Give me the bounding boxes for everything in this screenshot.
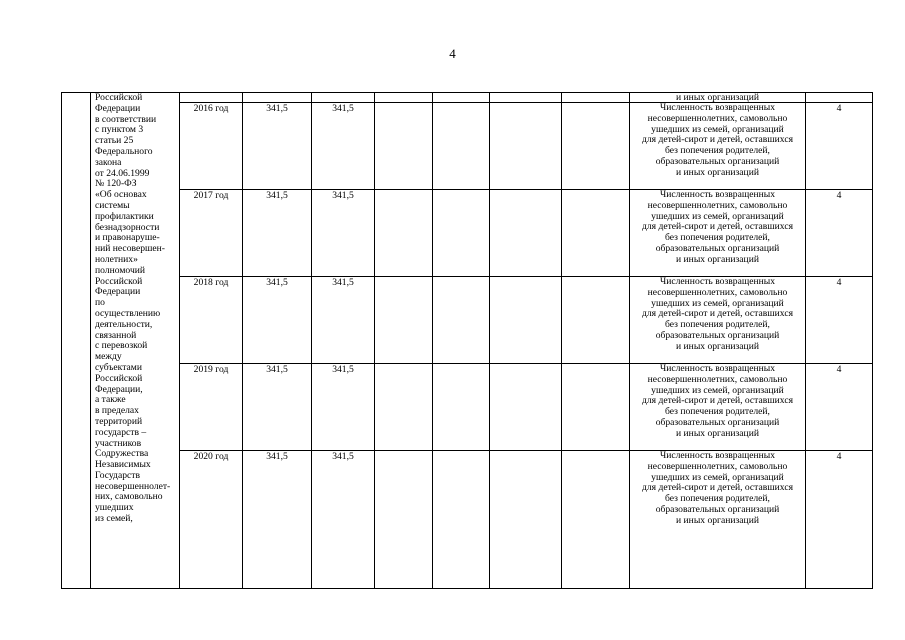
table-row [62, 451, 873, 589]
cell-empty [433, 190, 490, 277]
table-row [62, 277, 873, 364]
value-cell: 341,5 [312, 277, 375, 364]
target-cell: 4 [806, 103, 873, 190]
value-cell: 341,5 [243, 364, 312, 451]
indicator-cell: Численность возвращенных несовершеннолетних, самовольно ушедших из семей, организаций для детей-сирот и детей, оставшихся без попечения родителей, образовательных организаций и иных организаций [630, 364, 806, 451]
cell-empty [243, 93, 312, 103]
table-row [62, 103, 873, 190]
year-cell: 2016 год [180, 103, 243, 190]
cell-empty [562, 190, 630, 277]
page-number: 4 [449, 46, 456, 61]
cell-empty [375, 190, 433, 277]
indicator-cell: Численность возвращенных несовершеннолетних, самовольно ушедших из семей, организаций для детей-сирот и детей, оставшихся без попечения родителей, образовательных организаций и иных организаций [630, 451, 806, 589]
cell-empty [490, 190, 562, 277]
subject-cell [91, 93, 180, 589]
row-number-cell [62, 93, 91, 589]
value-cell: 341,5 [312, 103, 375, 190]
budget-table [61, 92, 873, 589]
cell-empty [433, 277, 490, 364]
cell-empty [490, 93, 562, 103]
year-cell: 2017 год [180, 190, 243, 277]
indicator-continuation: и иных организаций [630, 93, 806, 103]
indicator-cell: Численность возвращенных несовершеннолетних, самовольно ушедших из семей, организаций для детей-сирот и детей, оставшихся без попечения родителей, образовательных организаций и иных организаций [630, 277, 806, 364]
cell-empty [562, 451, 630, 589]
cell-empty [562, 103, 630, 190]
cell-empty [375, 364, 433, 451]
table-row-continuation [62, 93, 873, 103]
value-cell: 341,5 [312, 364, 375, 451]
value-cell: 341,5 [243, 451, 312, 589]
year-cell: 2019 год [180, 364, 243, 451]
cell-empty [490, 364, 562, 451]
value-cell: 341,5 [243, 190, 312, 277]
cell-empty [433, 93, 490, 103]
cell-empty [490, 103, 562, 190]
cell-empty [375, 451, 433, 589]
cell-empty [562, 364, 630, 451]
value-cell: 341,5 [243, 277, 312, 364]
cell-empty [562, 93, 630, 103]
cell-empty [490, 451, 562, 589]
year-cell: 2020 год [180, 451, 243, 589]
value-cell: 341,5 [243, 103, 312, 190]
cell-empty [490, 277, 562, 364]
cell-empty [433, 451, 490, 589]
year-cell: 2018 год [180, 277, 243, 364]
indicator-cell: Численность возвращенных несовершеннолетних, самовольно ушедших из семей, организаций для детей-сирот и детей, оставшихся без попечения родителей, образовательных организаций и иных организаций [630, 103, 806, 190]
subject-text: Российской Федерации в соответствии с пунктом 3 статьи 25 Федерального закона от 24.06.1999 № 120-ФЗ «Об основах системы профилактики безнадзорности и правонаруше- ний несовершен- нолетних» полномочий Российской Федерации по осуществлению деятельности, связанной с перевозкой между субъектами Российской Федерации, а также в пределах территорий государств – участников Содружества Независимых Государств несовершеннолет- них, самовольно ушедших из семей, [95, 92, 171, 525]
cell-empty [433, 103, 490, 190]
cell-empty [375, 93, 433, 103]
cell-empty [375, 277, 433, 364]
value-cell: 341,5 [312, 451, 375, 589]
target-cell: 4 [806, 277, 873, 364]
value-cell: 341,5 [312, 190, 375, 277]
cell-empty [180, 93, 243, 103]
table-row [62, 190, 873, 277]
target-cell: 4 [806, 190, 873, 277]
cell-empty [312, 93, 375, 103]
target-cell: 4 [806, 364, 873, 451]
cell-empty [806, 93, 873, 103]
cell-empty [375, 103, 433, 190]
cell-empty [562, 277, 630, 364]
target-cell: 4 [806, 451, 873, 589]
cell-empty [433, 364, 490, 451]
indicator-cell: Численность возвращенных несовершеннолетних, самовольно ушедших из семей, организаций для детей-сирот и детей, оставшихся без попечения родителей, образовательных организаций и иных организаций [630, 190, 806, 277]
table-row [62, 364, 873, 451]
